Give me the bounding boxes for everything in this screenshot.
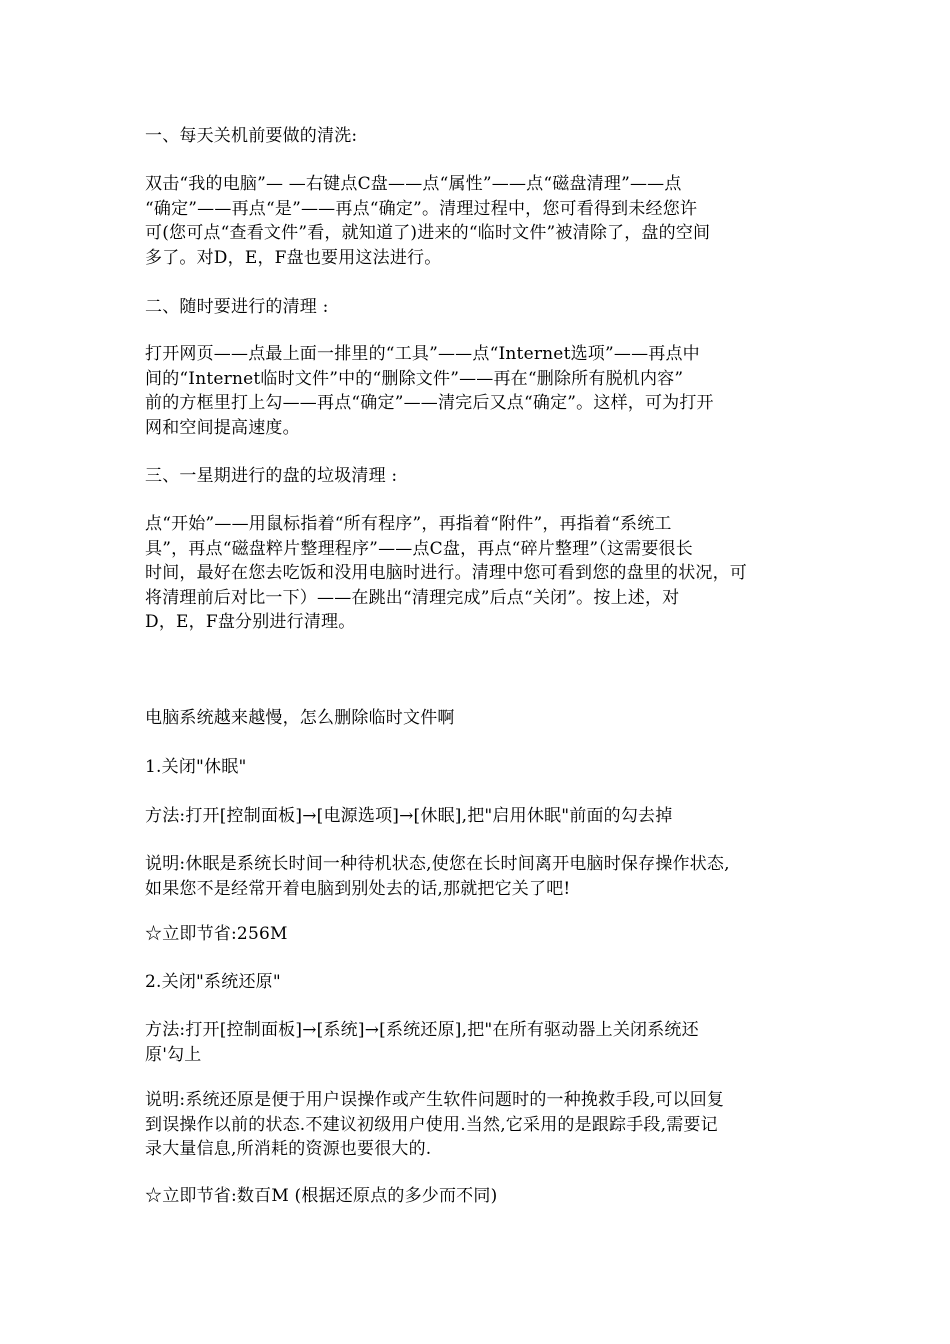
article2-title: 电脑系统越来越慢，怎么删除临时文件啊 (145, 708, 455, 728)
item2-method (145, 1018, 815, 1067)
text-line: 到误操作以前的状态.不建议初级用户使用.当然,它采用的是跟踪手段,需要记 (145, 1114, 718, 1135)
text-line: 将清理前后对比一下）——在跳出“清理完成”后点“关闭”。按上述，对 (145, 587, 680, 608)
text-line: 点“开始”——用鼠标指着“所有程序”，再指着“附件”，再指着“系统工 (145, 514, 672, 534)
text-line: 录大量信息,所消耗的资源也要很大的. (145, 1139, 432, 1160)
section1-heading: 一、每天关机前要做的清洗: (145, 126, 358, 146)
text-line: 方法:打开[控制面板]→[系统]→[系统还原],把"在所有驱动器上关闭系统还 (145, 1020, 699, 1040)
section3-body (145, 512, 815, 635)
text-line: 具”，再点“磁盘粹片整理程序”——点C盘，再点“碎片整理”（这需要很长 (145, 538, 693, 559)
section2-body (145, 342, 815, 440)
item2-heading: 2.关闭"系统还原" (145, 972, 281, 992)
section1-body (145, 172, 815, 270)
text-line: 间的“Internet临时文件”中的“删除文件”——再在“删除所有脱机内容” (145, 368, 684, 389)
item1-explain (145, 852, 815, 901)
text-line: 如果您不是经常开着电脑到别处去的话,那就把它关了吧! (145, 878, 571, 899)
item2-saving: ☆立即节省:数百M (根据还原点的多少而不同) (145, 1186, 498, 1206)
section2-heading: 二、随时要进行的清理 : (145, 297, 329, 317)
item2-explain (145, 1088, 815, 1162)
item1-method: 方法:打开[控制面板]→[电源选项]→[休眠],把"启用休眠"前面的勾去掉 (145, 806, 673, 826)
text-line: 打开网页——点最上面一排里的“工具”——点“Internet选项”——再点中 (145, 344, 700, 364)
text-line: “确定”——再点“是”——再点“确定”。清理过程中，您可看得到未经您许 (145, 198, 698, 219)
text-line: 说明:休眠是系统长时间一种待机状态,使您在长时间离开电脑时保存操作状态, (145, 854, 730, 874)
text-line: 前的方框里打上勾——再点“确定”——清完后又点“确定”。这样，可为打开 (145, 393, 714, 414)
text-line: 网和空间提高速度。 (145, 417, 300, 438)
text-line: 多了。对D，E，F盘也要用这法进行。 (145, 247, 442, 268)
item1-heading: 1.关闭"休眠" (145, 757, 247, 777)
text-line: D，E，F盘分别进行清理。 (145, 612, 356, 633)
text-line: 说明:系统还原是便于用户误操作或产生软件问题时的一种挽救手段,可以回复 (145, 1090, 725, 1110)
text-line: 原'勾上 (145, 1044, 202, 1065)
item1-saving: ☆立即节省:256M (145, 924, 288, 944)
text-line: 可(您可点“查看文件”看，就知道了)进来的“临时文件”被清除了，盘的空间 (145, 223, 711, 244)
text-line: 时间，最好在您去吃饭和没用电脑时进行。清理中您可看到您的盘里的状况，可 (145, 563, 747, 584)
text-line: 双击“我的电脑”— —右键点C盘——点“属性”——点“磁盘清理”——点 (145, 174, 682, 194)
section3-heading: 三、一星期进行的盘的垃圾清理 : (145, 466, 398, 486)
